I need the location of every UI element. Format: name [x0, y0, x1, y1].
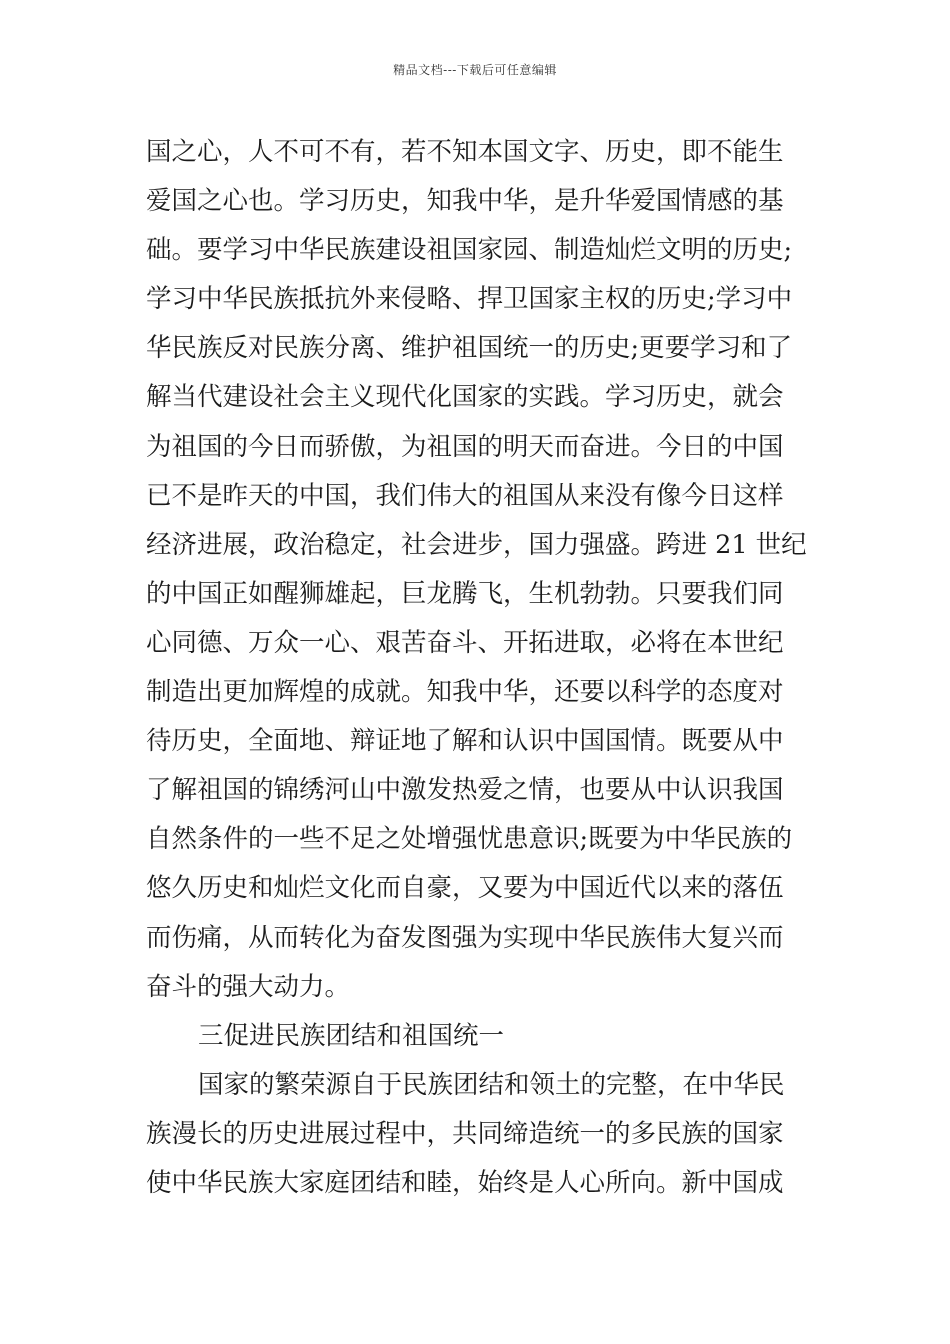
paragraph-start-line: 国家的繁荣源自于民族团结和领土的完整，在中华民	[198, 1069, 785, 1100]
text-line: 而伤痛，从而转化为奋发图强为实现中华民族伟大复兴而	[146, 922, 784, 953]
text-line: 的中国正如醒狮雄起，巨龙腾飞，生机勃勃。只要我们同	[146, 578, 784, 609]
text-line: 经济进展，政治稳定，社会进步，国力强盛。跨进 21 世纪	[146, 529, 807, 560]
text-line: 悠久历史和灿烂文化而自豪，又要为中国近代以来的落伍	[146, 873, 784, 904]
text-line: 了解祖国的锦绣河山中激发热爱之情，也要从中认识我国	[146, 775, 784, 806]
text-line: 使中华民族大家庭团结和睦，始终是人心所向。新中国成	[146, 1167, 784, 1198]
body-text	[146, 128, 816, 1208]
text-line: 奋斗的强大动力。	[146, 971, 351, 1002]
text-line: 学习中华民族抵抗外来侵略、捍卫国家主权的历史;学习中	[146, 284, 793, 315]
text-line: 自然条件的一些不足之处增强忧患意识;既要为中华民族的	[146, 824, 793, 855]
text-line: 已不是昨天的中国，我们伟大的祖国从来没有像今日这样	[146, 480, 784, 511]
text-line: 心同德、万众一心、艰苦奋斗、开拓进取，必将在本世纪	[146, 627, 784, 658]
text-line: 解当代建设社会主义现代化国家的实践。学习历史，就会	[146, 382, 784, 413]
text-line: 国之心，人不可不有，若不知本国文字、历史，即不能生	[146, 137, 784, 167]
text-line: 爱国之心也。学习历史，知我中华，是升华爱国情感的基	[146, 186, 784, 217]
text-line: 华民族反对民族分离、维护祖国统一的历史;更要学习和了	[146, 333, 793, 364]
text-line: 础。要学习中华民族建设祖国家园、制造灿烂文明的历史;	[146, 235, 793, 266]
text-line: 待历史，全面地、辩证地了解和认识中国国情。既要从中	[146, 726, 784, 757]
text-line: 为祖国的今日而骄傲，为祖国的明天而奋进。今日的中国	[146, 431, 784, 462]
text-line: 制造出更加辉煌的成就。知我中华，还要以科学的态度对	[146, 677, 784, 708]
text-line: 族漫长的历史进展过程中，共同缔造统一的多民族的国家	[146, 1118, 784, 1149]
section-heading: 三促进民族团结和祖国统一	[198, 1020, 505, 1051]
page-header: 精品文档---下载后可任意编辑	[393, 63, 557, 77]
